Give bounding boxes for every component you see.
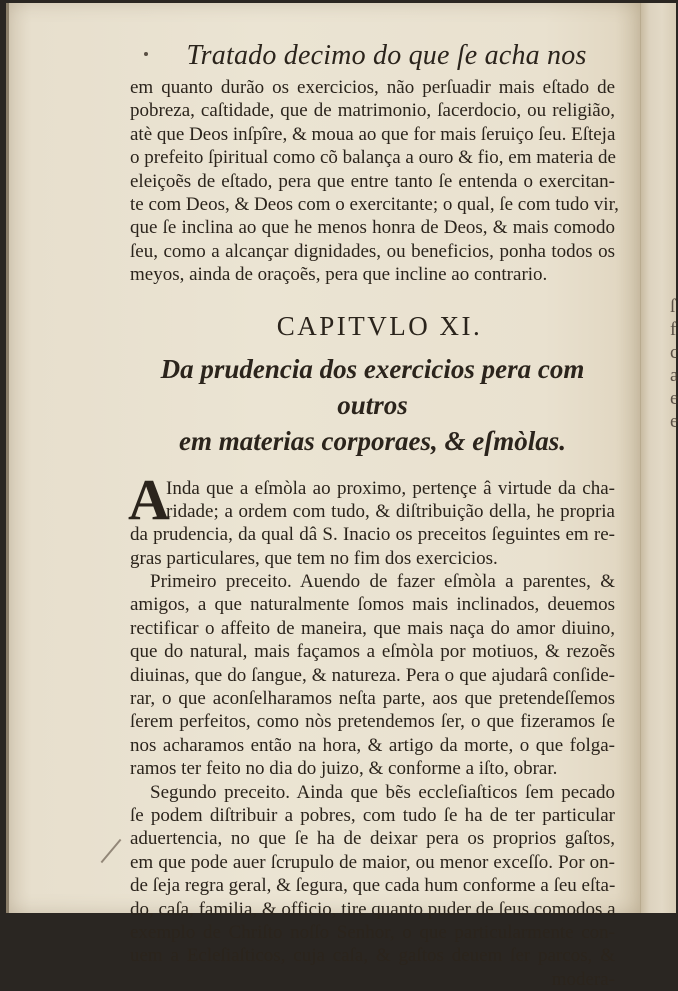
text-line: rectificar o affeito de maneira, que mais naça do amor diuino, [130, 617, 615, 639]
text-line: ramos ter feito no dia do juizo, & conforme a iſto, obrar. [130, 758, 558, 780]
running-head-text: Tratado decimo do que ſe acha nos [186, 40, 587, 71]
paragraph-second-precept [130, 781, 615, 968]
text-line: nos acharamos então na hora, & artigo da morte, o que folga- [130, 734, 615, 756]
ornament-dot [144, 52, 148, 56]
catchword: modera- [551, 968, 615, 990]
text-line: ſerem perfeitos, como nòs pretendemos ſer, o que fizeramos ſe [130, 711, 615, 733]
next-page-fragment: a [670, 365, 678, 386]
paragraph-intro [128, 466, 615, 571]
chapter-title-line: Da prudencia dos exercicios pera com outros [160, 353, 585, 420]
text-line: uem a Ecleſiaſticos, cuja caſa, & gaſtos deuem ſer parcos, & [130, 945, 615, 967]
text-line: pobreza, caſtidade, que de matrimonio, ſacerdocio, ou religião, [130, 100, 615, 122]
chapter-title-line: em materias corporaes, & eſmòlas. [179, 425, 566, 456]
next-page-fragment: c [670, 342, 678, 363]
page-text [128, 36, 619, 991]
text-line: do, caſa, familia, & officio, tire quanto puder de ſeus comodos a [130, 898, 616, 920]
text-line: que do natural, mais façamos a eſmòla por motiuos, & rezoẽs [130, 641, 615, 663]
next-page-fragment: e [670, 388, 678, 409]
chapter-heading: CAPITVLO XI. [276, 310, 483, 341]
paragraph-first-precept [130, 570, 615, 781]
text-line: em quanto durão os exercicios, não perſuadir mais eſtado de [130, 77, 615, 98]
text-line: Segundo preceito. Ainda que bẽs eccleſiaſticos ſem pecado [150, 781, 615, 803]
text-line: meyos, ainda de oraçoẽs, pera que incline ao contrario. [130, 264, 548, 286]
text-line: amigos, a que naturalmente ſomos mais inclinados, deuemos [130, 594, 615, 616]
text-line: ſeu, como a alcançar dignidades, ou beneficios, ponha todos os [130, 240, 615, 262]
text-line: da prudencia, da qual dâ S. Inacio os preceitos ſeguintes em re- [130, 524, 615, 546]
text-line: gras particulares, que tem no fim dos exercicios. [130, 547, 498, 569]
text-line: Inda que a eſmòla ao proximo, pertençe â virtude da cha- [166, 477, 615, 499]
text-line: em que pode auer ſcrupulo de maior, ou menor exceſſo. Por on- [130, 851, 615, 873]
right-page-edge [640, 3, 676, 913]
text-line: aduertencia, no que ſe ha de deixar pera os proprios gaſtos, [130, 828, 615, 850]
text-line: de ſeja regra geral, & ſegura, que cada hum conforme a ſeu eſta- [130, 875, 616, 897]
text-line: exemplo de Chriſto noſſo Senhor, o que particularmente con- [130, 921, 615, 943]
text-line: que ſe inclina ao que he menos honra de Deos, & mais comodo [130, 217, 615, 239]
text-line: te com Deos, & Deos com o exercitante; o qual, ſe com tudo vir, [130, 193, 619, 215]
next-page-fragment: e [670, 411, 678, 432]
running-head [158, 36, 615, 76]
next-page-fragment: f [670, 319, 677, 340]
text-line: eleiçoẽs de eſtado, pera que entre tanto ſe entenda o exercitan- [130, 170, 615, 192]
text-line: Primeiro preceito. Auendo de fazer eſmòla a parentes, & [150, 571, 615, 593]
text-line: rar, o que aconſelharamos neſta parte, aos que pretendeſſemos [130, 688, 615, 710]
chapter-title [130, 351, 615, 459]
text-line: ridade; a ordem com tudo, & diſtribuição della, he propria [166, 500, 615, 522]
text-line: o prefeito ſpiritual como cõ balança a ouro & fio, em materia de [130, 147, 616, 169]
text-line: atè que Deos inſpîre, & moua ao que for mais ſeruiço ſeu. Eſteja [130, 123, 616, 145]
paragraph-continuation [130, 76, 619, 287]
next-page-fragment: ſ [670, 296, 676, 317]
text-line: ſe podem diſtribuir a pobres, com tudo ſe ha de ter particular [130, 804, 615, 826]
drop-cap: A [128, 466, 170, 532]
text-line: diuinas, que do ſangue, & natureza. Pera o que ajudarâ conſide- [130, 664, 615, 686]
